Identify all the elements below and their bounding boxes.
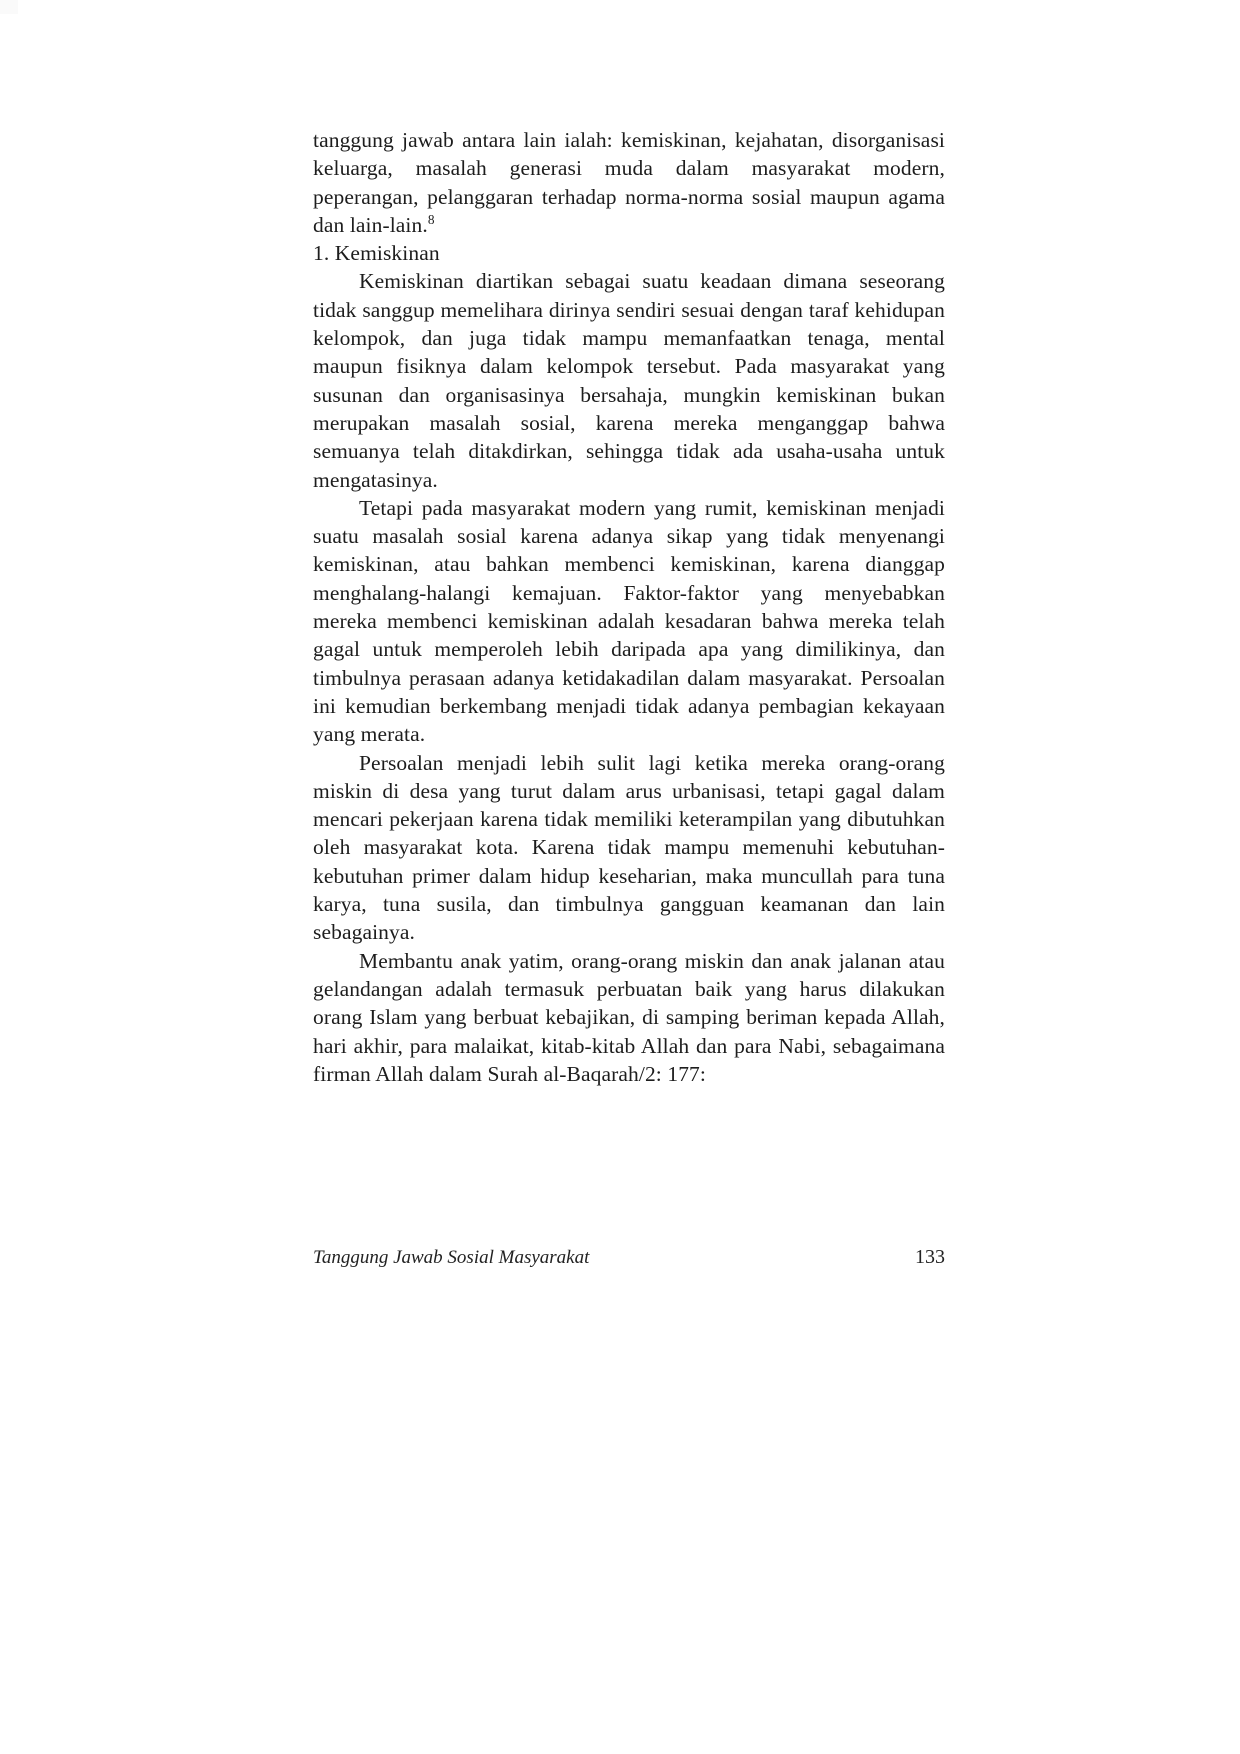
paragraph-intro xyxy=(313,126,945,239)
footnote-reference-8: 8 xyxy=(427,211,435,227)
paragraph-persoalan-urbanisasi: Persoalan menjadi lebih sulit lagi ketika mereka orang-orang miskin di desa yang turut dalam arus urbanisasi, tetapi gagal dalam mencari pekerjaan karena tidak memiliki keterampilan yang dibutuhkan oleh masyarakat kota. Karena tidak mampu memenuhi kebutuhan-kebutuhan primer dalam hidup keseharian, maka muncullah para tuna karya, tuna susila, dan timbulnya gangguan keamanan dan lain sebagainya. xyxy=(313,750,945,945)
list-heading-kemiskinan: 1. Kemiskinan xyxy=(313,241,440,266)
paragraph-tetapi-masyarakat-modern: Tetapi pada masyarakat modern yang rumit, kemiskinan menjadi suatu masalah sosial karena adanya sikap yang tidak menyenangi kemiskinan, atau bahkan membenci kemiskinan, karena dianggap menghalang-halangi kemajuan. Faktor-faktor yang menyebabkan mereka membenci kemiskinan adalah kesadaran bahwa mereka telah gagal untuk memperoleh lebih daripada apa yang dimilikinya, dan timbulnya perasaan adanya ketidakadilan dalam masyarakat. Persoalan ini kemudian berkembang menjadi tidak adanya pembagian kekayaan yang merata. xyxy=(313,495,945,747)
scan-artifact xyxy=(0,0,18,14)
paragraph-membantu-anak-yatim: Membantu anak yatim, orang-orang miskin dan anak jalanan atau gelandangan adalah termasuk perbuatan baik yang harus dilakukan orang Islam yang berbuat kebajikan, di samping beriman kepada Allah, hari akhir, para malaikat, kitab-kitab Allah dan para Nabi, sebagaimana firman Allah dalam Surah al-Baqarah/2: 177: xyxy=(313,948,945,1086)
paragraph-kemiskinan-definition: Kemiskinan diartikan sebagai suatu keadaan dimana seseorang tidak sanggup memelihara dirinya sendiri sesuai dengan taraf kehidupan kelompok, dan juga tidak mampu memanfaatkan tenaga, mental maupun fisiknya dalam kelompok tersebut. Pada masyarakat yang susunan dan organisasinya bersahaja, mungkin kemiskinan bukan merupakan masalah sosial, karena mereka menganggap bahwa semuanya telah ditakdirkan, sehingga tidak ada usaha-usaha untuk mengatasinya. xyxy=(313,269,945,492)
running-title: Tanggung Jawab Sosial Masyarakat xyxy=(313,1247,590,1268)
page-number: 133 xyxy=(915,1246,945,1268)
page-body xyxy=(313,126,945,1088)
paragraph-intro-text: tanggung jawab antara lain ialah: kemiskinan, kejahatan, disorganisasi keluarga, masalah generasi muda dalam masyarakat modern, peperangan, pelanggaran terhadap norma-norma sosial maupun agama dan lain-lain. xyxy=(313,128,945,237)
page-footer xyxy=(313,1246,945,1269)
